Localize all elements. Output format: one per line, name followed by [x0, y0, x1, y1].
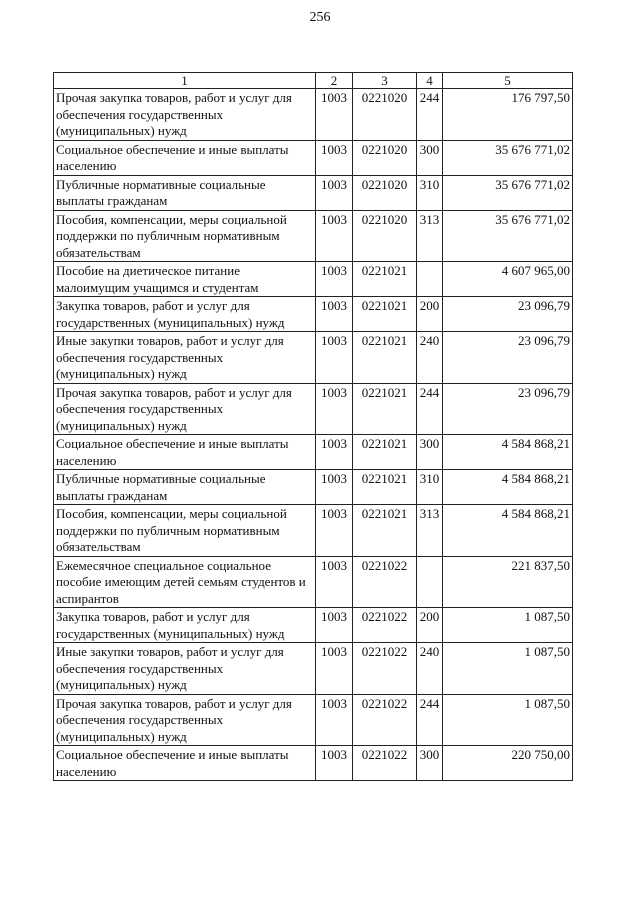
row-section-cell: 1003 [316, 470, 353, 505]
row-code-cell: 0221022 [353, 746, 417, 781]
table-row [54, 297, 573, 332]
row-name-cell: Закупка товаров, работ и услуг для государственных (муниципальных) нужд [54, 297, 316, 332]
row-section-cell: 1003 [316, 435, 353, 470]
table-row [54, 694, 573, 746]
table-body [54, 89, 573, 781]
table-row [54, 332, 573, 384]
row-section-cell: 1003 [316, 608, 353, 643]
row-section-cell: 1003 [316, 332, 353, 384]
row-section-cell: 1003 [316, 89, 353, 141]
row-type-cell: 244 [417, 383, 443, 435]
row-code-cell: 0221021 [353, 470, 417, 505]
row-amount-cell: 221 837,50 [443, 556, 573, 608]
row-type-cell: 240 [417, 332, 443, 384]
table-row [54, 175, 573, 210]
row-amount-cell: 220 750,00 [443, 746, 573, 781]
row-type-cell: 300 [417, 746, 443, 781]
table-row [54, 746, 573, 781]
row-amount-cell: 1 087,50 [443, 608, 573, 643]
row-code-cell: 0221020 [353, 210, 417, 262]
row-amount-cell: 4 607 965,00 [443, 262, 573, 297]
row-amount-cell: 1 087,50 [443, 694, 573, 746]
header-col-1: 1 [54, 73, 316, 89]
row-type-cell: 200 [417, 297, 443, 332]
row-name-cell: Социальное обеспечение и иные выплаты населению [54, 746, 316, 781]
row-code-cell: 0221021 [353, 505, 417, 557]
row-section-cell: 1003 [316, 175, 353, 210]
row-type-cell: 310 [417, 470, 443, 505]
table-row [54, 556, 573, 608]
row-section-cell: 1003 [316, 505, 353, 557]
row-section-cell: 1003 [316, 383, 353, 435]
row-name-cell: Иные закупки товаров, работ и услуг для обеспечения государственных (муниципальных) нужд [54, 643, 316, 695]
row-code-cell: 0221020 [353, 175, 417, 210]
table-row [54, 435, 573, 470]
row-code-cell: 0221022 [353, 643, 417, 695]
row-section-cell: 1003 [316, 694, 353, 746]
row-name-cell: Иные закупки товаров, работ и услуг для обеспечения государственных (муниципальных) нужд [54, 332, 316, 384]
row-name-cell: Прочая закупка товаров, работ и услуг для обеспечения государственных (муниципальных) нужд [54, 89, 316, 141]
row-type-cell: 240 [417, 643, 443, 695]
row-type-cell: 200 [417, 608, 443, 643]
row-amount-cell: 23 096,79 [443, 297, 573, 332]
table-row [54, 643, 573, 695]
row-name-cell: Пособия, компенсации, меры социальной поддержки по публичным нормативным обязательствам [54, 505, 316, 557]
row-amount-cell: 176 797,50 [443, 89, 573, 141]
row-name-cell: Пособия, компенсации, меры социальной поддержки по публичным нормативным обязательствам [54, 210, 316, 262]
row-type-cell: 244 [417, 89, 443, 141]
row-code-cell: 0221022 [353, 608, 417, 643]
table-row [54, 505, 573, 557]
table-row [54, 140, 573, 175]
row-name-cell: Закупка товаров, работ и услуг для государственных (муниципальных) нужд [54, 608, 316, 643]
header-col-2: 2 [316, 73, 353, 89]
row-amount-cell: 35 676 771,02 [443, 140, 573, 175]
row-name-cell: Пособие на диетическое питание малоимущим учащимся и студентам [54, 262, 316, 297]
row-name-cell: Публичные нормативные социальные выплаты гражданам [54, 175, 316, 210]
row-section-cell: 1003 [316, 140, 353, 175]
row-type-cell: 300 [417, 140, 443, 175]
row-amount-cell: 1 087,50 [443, 643, 573, 695]
row-amount-cell: 35 676 771,02 [443, 175, 573, 210]
row-name-cell: Социальное обеспечение и иные выплаты населению [54, 140, 316, 175]
row-section-cell: 1003 [316, 262, 353, 297]
row-code-cell: 0221022 [353, 556, 417, 608]
header-col-5: 5 [443, 73, 573, 89]
table-row [54, 608, 573, 643]
row-amount-cell: 23 096,79 [443, 383, 573, 435]
row-amount-cell: 23 096,79 [443, 332, 573, 384]
row-amount-cell: 35 676 771,02 [443, 210, 573, 262]
page-number: 256 [309, 10, 331, 25]
row-name-cell: Прочая закупка товаров, работ и услуг для обеспечения государственных (муниципальных) нужд [54, 694, 316, 746]
row-type-cell [417, 262, 443, 297]
table-row [54, 383, 573, 435]
row-amount-cell: 4 584 868,21 [443, 470, 573, 505]
row-code-cell: 0221020 [353, 89, 417, 141]
row-section-cell: 1003 [316, 746, 353, 781]
budget-table [53, 72, 573, 781]
row-type-cell: 313 [417, 505, 443, 557]
row-name-cell: Публичные нормативные социальные выплаты гражданам [54, 470, 316, 505]
row-name-cell: Социальное обеспечение и иные выплаты населению [54, 435, 316, 470]
row-amount-cell: 4 584 868,21 [443, 505, 573, 557]
table-header-row [54, 73, 573, 89]
row-section-cell: 1003 [316, 297, 353, 332]
row-code-cell: 0221021 [353, 435, 417, 470]
row-code-cell: 0221021 [353, 332, 417, 384]
table-row [54, 470, 573, 505]
row-type-cell: 244 [417, 694, 443, 746]
row-code-cell: 0221022 [353, 694, 417, 746]
row-amount-cell: 4 584 868,21 [443, 435, 573, 470]
row-code-cell: 0221020 [353, 140, 417, 175]
row-code-cell: 0221021 [353, 262, 417, 297]
row-type-cell: 300 [417, 435, 443, 470]
row-type-cell: 310 [417, 175, 443, 210]
row-section-cell: 1003 [316, 643, 353, 695]
row-type-cell: 313 [417, 210, 443, 262]
table-row [54, 262, 573, 297]
table-row [54, 210, 573, 262]
row-type-cell [417, 556, 443, 608]
row-code-cell: 0221021 [353, 297, 417, 332]
header-col-4: 4 [417, 73, 443, 89]
row-name-cell: Прочая закупка товаров, работ и услуг для обеспечения государственных (муниципальных) нужд [54, 383, 316, 435]
row-section-cell: 1003 [316, 556, 353, 608]
row-code-cell: 0221021 [353, 383, 417, 435]
table-row [54, 89, 573, 141]
header-col-3: 3 [353, 73, 417, 89]
row-section-cell: 1003 [316, 210, 353, 262]
row-name-cell: Ежемесячное специальное социальное пособие имеющим детей семьям студентов и аспирантов [54, 556, 316, 608]
